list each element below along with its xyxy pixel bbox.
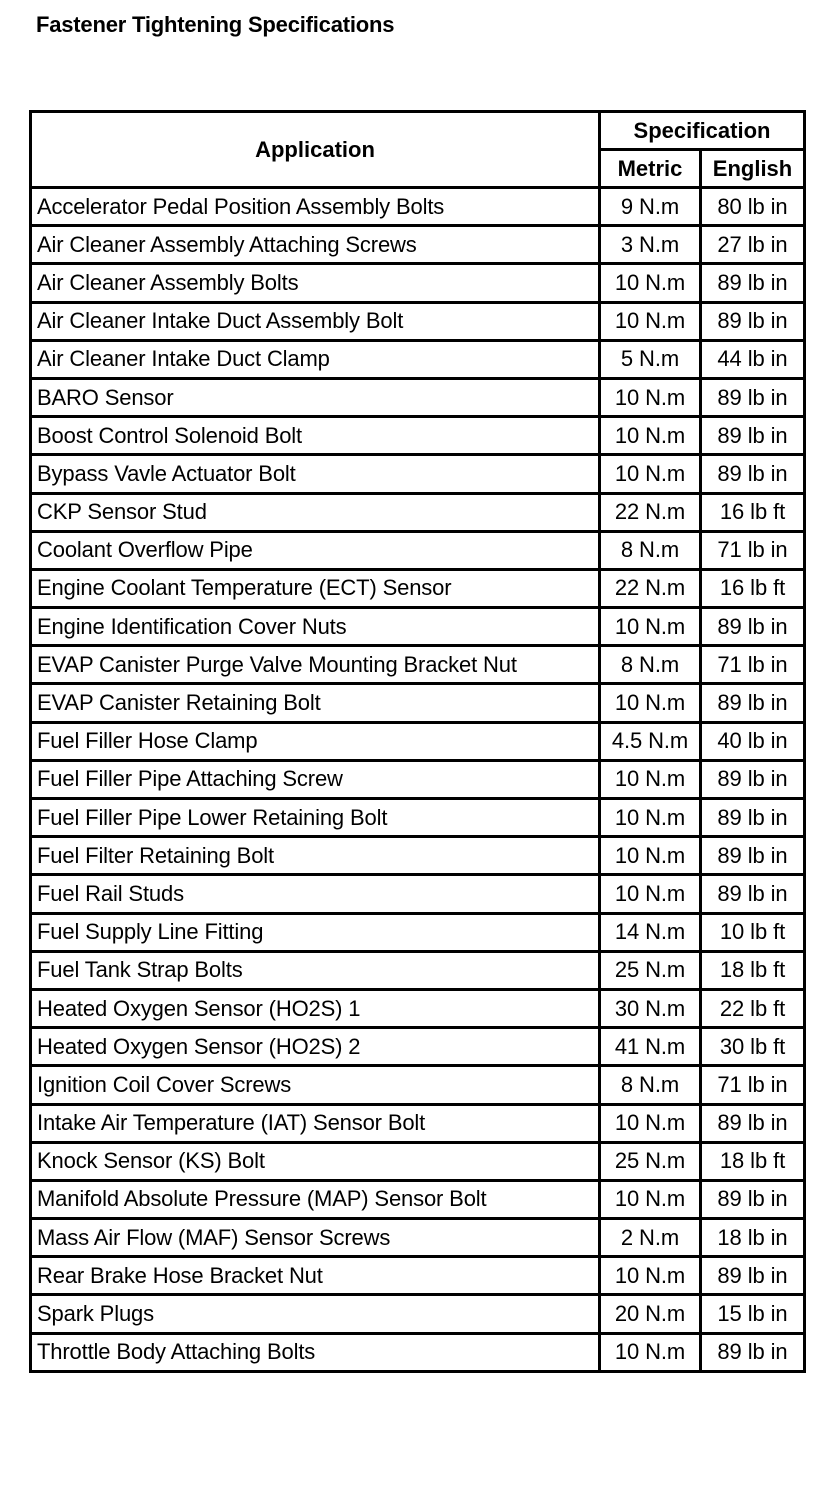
table-row: [31, 1180, 805, 1218]
english-cell: 16 lb ft: [701, 569, 805, 607]
table-row: [31, 417, 805, 455]
application-cell: Throttle Body Attaching Bolts: [31, 1333, 600, 1371]
table-row: [31, 455, 805, 493]
page-title: Fastener Tightening Specifications: [36, 12, 395, 37]
metric-cell: 10 N.m: [600, 684, 701, 722]
english-cell: 15 lb in: [701, 1295, 805, 1333]
english-cell: 71 lb in: [701, 531, 805, 569]
table-row: [31, 837, 805, 875]
table-row: [31, 378, 805, 416]
application-cell: Air Cleaner Intake Duct Clamp: [31, 340, 600, 378]
metric-cell: 10 N.m: [600, 302, 701, 340]
english-cell: 89 lb in: [701, 1257, 805, 1295]
application-cell: Air Cleaner Assembly Attaching Screws: [31, 226, 600, 264]
application-cell: Fuel Rail Studs: [31, 875, 600, 913]
table-row: [31, 875, 805, 913]
metric-cell: 10 N.m: [600, 378, 701, 416]
metric-cell: 8 N.m: [600, 646, 701, 684]
english-cell: 80 lb in: [701, 188, 805, 226]
application-cell: Air Cleaner Intake Duct Assembly Bolt: [31, 302, 600, 340]
application-cell: Fuel Tank Strap Bolts: [31, 951, 600, 989]
metric-cell: 3 N.m: [600, 226, 701, 264]
english-cell: 89 lb in: [701, 417, 805, 455]
english-cell: 18 lb in: [701, 1219, 805, 1257]
english-cell: 71 lb in: [701, 1066, 805, 1104]
english-cell: 89 lb in: [701, 302, 805, 340]
application-cell: Heated Oxygen Sensor (HO2S) 1: [31, 989, 600, 1027]
metric-cell: 10 N.m: [600, 1104, 701, 1142]
english-cell: 16 lb ft: [701, 493, 805, 531]
table-row: [31, 493, 805, 531]
spec-table: [29, 110, 806, 1373]
metric-cell: 10 N.m: [600, 799, 701, 837]
table-row: [31, 646, 805, 684]
english-cell: 10 lb ft: [701, 913, 805, 951]
metric-header: Metric: [600, 150, 701, 188]
application-cell: Fuel Filler Hose Clamp: [31, 722, 600, 760]
table-row: [31, 1295, 805, 1333]
application-cell: Boost Control Solenoid Bolt: [31, 417, 600, 455]
metric-cell: 25 N.m: [600, 1142, 701, 1180]
metric-cell: 10 N.m: [600, 455, 701, 493]
application-cell: Engine Coolant Temperature (ECT) Sensor: [31, 569, 600, 607]
application-cell: Mass Air Flow (MAF) Sensor Screws: [31, 1219, 600, 1257]
table-row: [31, 799, 805, 837]
metric-cell: 10 N.m: [600, 1257, 701, 1295]
metric-cell: 2 N.m: [600, 1219, 701, 1257]
application-cell: Accelerator Pedal Position Assembly Bolts: [31, 188, 600, 226]
metric-cell: 8 N.m: [600, 1066, 701, 1104]
application-cell: Fuel Filler Pipe Attaching Screw: [31, 760, 600, 798]
table-row: [31, 531, 805, 569]
header-row: [31, 112, 805, 150]
metric-cell: 9 N.m: [600, 188, 701, 226]
metric-cell: 10 N.m: [600, 837, 701, 875]
english-cell: 71 lb in: [701, 646, 805, 684]
application-cell: Ignition Coil Cover Screws: [31, 1066, 600, 1104]
metric-cell: 10 N.m: [600, 760, 701, 798]
application-cell: Fuel Supply Line Fitting: [31, 913, 600, 951]
application-cell: Fuel Filter Retaining Bolt: [31, 837, 600, 875]
table-row: [31, 340, 805, 378]
application-cell: Air Cleaner Assembly Bolts: [31, 264, 600, 302]
application-header: Application: [31, 112, 600, 188]
metric-cell: 20 N.m: [600, 1295, 701, 1333]
english-cell: 89 lb in: [701, 799, 805, 837]
metric-cell: 25 N.m: [600, 951, 701, 989]
application-cell: BARO Sensor: [31, 378, 600, 416]
table-row: [31, 1142, 805, 1180]
metric-cell: 10 N.m: [600, 875, 701, 913]
table-row: [31, 264, 805, 302]
english-cell: 89 lb in: [701, 455, 805, 493]
table-row: [31, 1066, 805, 1104]
metric-cell: 30 N.m: [600, 989, 701, 1027]
application-cell: Engine Identification Cover Nuts: [31, 608, 600, 646]
english-cell: 18 lb ft: [701, 1142, 805, 1180]
english-cell: 89 lb in: [701, 1104, 805, 1142]
metric-cell: 41 N.m: [600, 1028, 701, 1066]
application-cell: Spark Plugs: [31, 1295, 600, 1333]
table-row: [31, 913, 805, 951]
english-cell: 89 lb in: [701, 264, 805, 302]
english-cell: 30 lb ft: [701, 1028, 805, 1066]
table-row: [31, 1257, 805, 1295]
metric-cell: 10 N.m: [600, 1333, 701, 1371]
table-row: [31, 989, 805, 1027]
metric-cell: 5 N.m: [600, 340, 701, 378]
application-cell: Coolant Overflow Pipe: [31, 531, 600, 569]
table-row: [31, 569, 805, 607]
english-cell: 44 lb in: [701, 340, 805, 378]
application-cell: Knock Sensor (KS) Bolt: [31, 1142, 600, 1180]
english-cell: 27 lb in: [701, 226, 805, 264]
application-cell: Manifold Absolute Pressure (MAP) Sensor Bolt: [31, 1180, 600, 1218]
spec-table-body: [31, 188, 805, 1372]
table-row: [31, 1028, 805, 1066]
metric-cell: 10 N.m: [600, 264, 701, 302]
english-cell: 89 lb in: [701, 1180, 805, 1218]
english-cell: 40 lb in: [701, 722, 805, 760]
application-cell: Heated Oxygen Sensor (HO2S) 2: [31, 1028, 600, 1066]
metric-cell: 10 N.m: [600, 608, 701, 646]
table-row: [31, 722, 805, 760]
metric-cell: 22 N.m: [600, 569, 701, 607]
table-row: [31, 302, 805, 340]
english-header: English: [701, 150, 805, 188]
application-cell: CKP Sensor Stud: [31, 493, 600, 531]
application-cell: Intake Air Temperature (IAT) Sensor Bolt: [31, 1104, 600, 1142]
metric-cell: 10 N.m: [600, 1180, 701, 1218]
table-row: [31, 951, 805, 989]
english-cell: 89 lb in: [701, 760, 805, 798]
application-cell: EVAP Canister Purge Valve Mounting Bracket Nut: [31, 646, 600, 684]
english-cell: 89 lb in: [701, 875, 805, 913]
application-cell: Bypass Vavle Actuator Bolt: [31, 455, 600, 493]
application-cell: EVAP Canister Retaining Bolt: [31, 684, 600, 722]
metric-cell: 14 N.m: [600, 913, 701, 951]
table-row: [31, 1219, 805, 1257]
table-row: [31, 188, 805, 226]
application-cell: Rear Brake Hose Bracket Nut: [31, 1257, 600, 1295]
metric-cell: 10 N.m: [600, 417, 701, 455]
table-row: [31, 608, 805, 646]
metric-cell: 4.5 N.m: [600, 722, 701, 760]
specification-header: Specification: [600, 112, 805, 150]
table-row: [31, 226, 805, 264]
english-cell: 89 lb in: [701, 684, 805, 722]
english-cell: 89 lb in: [701, 378, 805, 416]
english-cell: 22 lb ft: [701, 989, 805, 1027]
english-cell: 18 lb ft: [701, 951, 805, 989]
table-row: [31, 760, 805, 798]
english-cell: 89 lb in: [701, 837, 805, 875]
english-cell: 89 lb in: [701, 1333, 805, 1371]
table-row: [31, 1333, 805, 1371]
table-row: [31, 1104, 805, 1142]
english-cell: 89 lb in: [701, 608, 805, 646]
metric-cell: 8 N.m: [600, 531, 701, 569]
metric-cell: 22 N.m: [600, 493, 701, 531]
application-cell: Fuel Filler Pipe Lower Retaining Bolt: [31, 799, 600, 837]
table-row: [31, 684, 805, 722]
